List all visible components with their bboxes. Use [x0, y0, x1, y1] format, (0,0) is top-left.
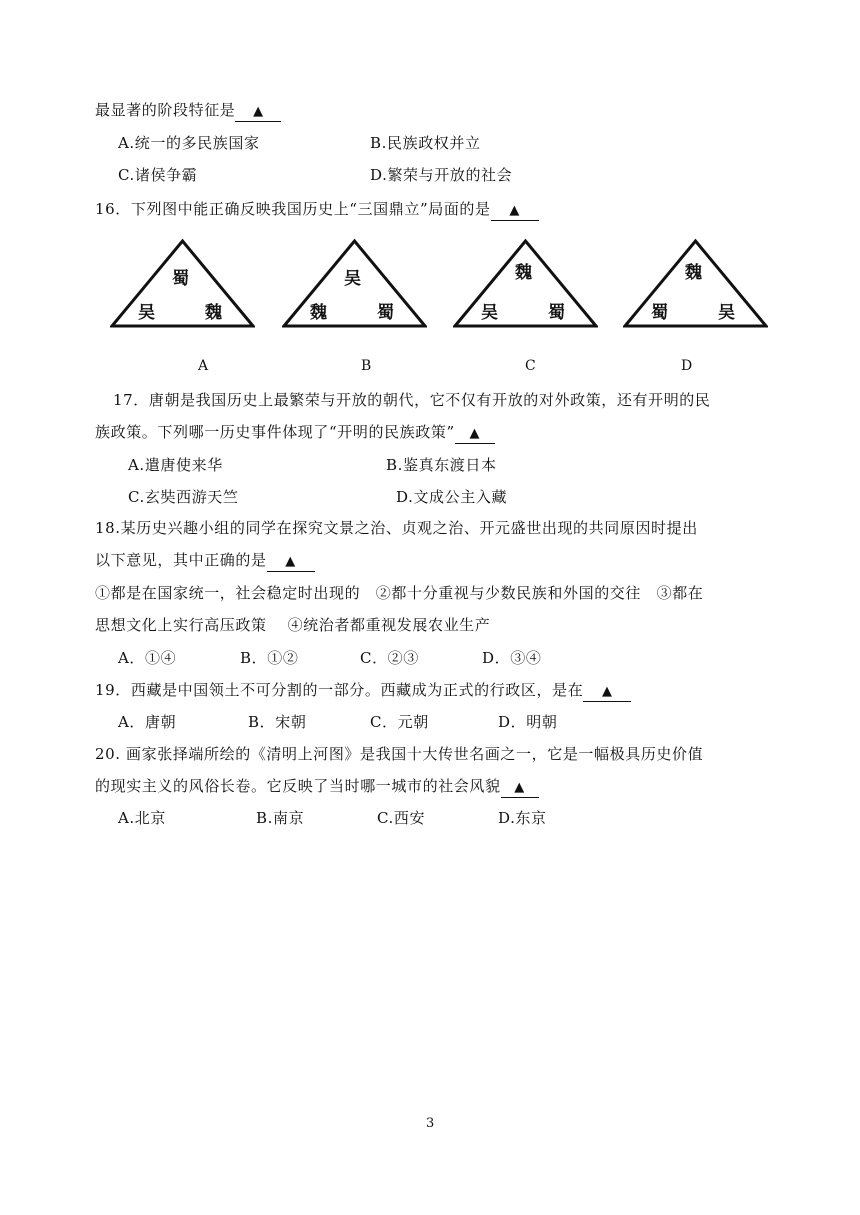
figure-a-top-label: 蜀	[172, 269, 189, 289]
figure-d-letter: D	[681, 358, 693, 374]
figure-c-right-label: 蜀	[548, 303, 565, 323]
q17-option-a[interactable]: A.遣唐使来华	[128, 456, 223, 474]
figure-d-right-label: 吴	[718, 303, 735, 323]
q15-option-c[interactable]: C.诸侯争霸	[118, 166, 198, 184]
q20-stem-text: 的现实主义的风俗长卷。它反映了当时哪一城市的社会风貌	[95, 777, 501, 795]
figure-a-letter: A	[198, 358, 209, 374]
q15-stem-tail	[95, 100, 281, 122]
q20-stem-line2	[95, 776, 539, 798]
q19-answer-blank[interactable]: ▲	[583, 683, 631, 702]
figure-b-letter: B	[361, 358, 372, 374]
figure-a-triangle[interactable]	[110, 238, 255, 330]
triangle-outline-d	[623, 238, 768, 330]
q19-option-b[interactable]: B．宋朝	[248, 713, 307, 731]
figure-c-top-label: 魏	[515, 263, 532, 283]
q15-stem-text: 最显著的阶段特征是	[95, 101, 236, 119]
figure-a-left-label: 吴	[138, 303, 155, 323]
q19-option-c[interactable]: C．元朝	[370, 713, 429, 731]
q15-answer-blank[interactable]: ▲	[235, 103, 281, 122]
q15-option-b[interactable]: B.民族政权并立	[370, 134, 481, 152]
figure-c-letter: C	[525, 358, 536, 374]
q18-option-d[interactable]: D．③④	[482, 649, 542, 667]
q18-statements-line2: 思想文化上实行高压政策 ④统治者都重视发展农业生产	[95, 616, 491, 634]
q18-option-c[interactable]: C．②③	[360, 649, 419, 667]
figure-c-left-label: 吴	[481, 303, 498, 323]
q18-statements-line1: ①都是在国家统一，社会稳定时出现的 ②都十分重视与少数民族和外国的交往 ③都在	[95, 584, 704, 602]
q20-option-d[interactable]: D.东京	[498, 809, 547, 827]
q15-option-d[interactable]: D.繁荣与开放的社会	[370, 166, 513, 184]
figure-b-top-label: 吴	[344, 269, 361, 289]
triangle-outline-c	[453, 238, 598, 330]
page-number: 3	[426, 1116, 435, 1131]
q20-option-a[interactable]: A.北京	[118, 809, 167, 827]
q17-option-b[interactable]: B.鉴真东渡日本	[386, 456, 497, 474]
q17-option-c[interactable]: C.玄奘西游天竺	[128, 488, 239, 506]
q18-answer-blank[interactable]: ▲	[267, 553, 315, 572]
figure-a-right-label: 魏	[205, 303, 222, 323]
q19-stem	[95, 680, 631, 702]
q15-option-a[interactable]: A.统一的多民族国家	[118, 134, 260, 152]
q17-stem-text: 族政策。下列哪一历史事件体现了“开明的民族政策”	[95, 423, 455, 441]
q20-option-c[interactable]: C.西安	[377, 809, 426, 827]
q16-answer-blank[interactable]: ▲	[491, 202, 539, 221]
figure-d-triangle[interactable]	[623, 238, 768, 330]
q18-stem-line1: 18.某历史兴趣小组的同学在探究文景之治、贞观之治、开元盛世出现的共同原因时提出	[95, 519, 698, 537]
q17-option-d[interactable]: D.文成公主入藏	[396, 488, 508, 506]
q19-stem-text: 19．西藏是中国领土不可分割的一部分。西藏成为正式的行政区，是在	[95, 681, 584, 699]
q18-option-b[interactable]: B．①②	[240, 649, 299, 667]
q17-stem-line1: 17．唐朝是我国历史上最繁荣与开放的朝代，它不仅有开放的对外政策，还有开明的民	[113, 391, 711, 409]
q19-option-d[interactable]: D．明朝	[498, 713, 558, 731]
figure-c-triangle[interactable]	[453, 238, 598, 330]
figure-d-left-label: 蜀	[651, 303, 668, 323]
q19-option-a[interactable]: A．唐朝	[118, 713, 177, 731]
q20-stem-line1: 20. 画家张择端所绘的《清明上河图》是我国十大传世名画之一，它是一幅极具历史价值	[95, 745, 704, 763]
figure-b-triangle[interactable]	[282, 238, 427, 330]
q16-stem-text: 16．下列图中能正确反映我国历史上“三国鼎立”局面的是	[95, 200, 491, 218]
figure-b-left-label: 魏	[310, 303, 327, 323]
figure-d-top-label: 魏	[685, 263, 702, 283]
q17-answer-blank[interactable]: ▲	[455, 425, 495, 444]
q18-option-a[interactable]: A．①④	[118, 649, 177, 667]
q18-stem-text: 以下意见，其中正确的是	[95, 551, 267, 569]
q20-answer-blank[interactable]: ▲	[501, 779, 539, 798]
q18-stem-line2	[95, 550, 315, 572]
q20-option-b[interactable]: B.南京	[256, 809, 305, 827]
q17-stem-line2	[95, 422, 495, 444]
q16-stem	[95, 199, 539, 221]
figure-b-right-label: 蜀	[377, 303, 394, 323]
